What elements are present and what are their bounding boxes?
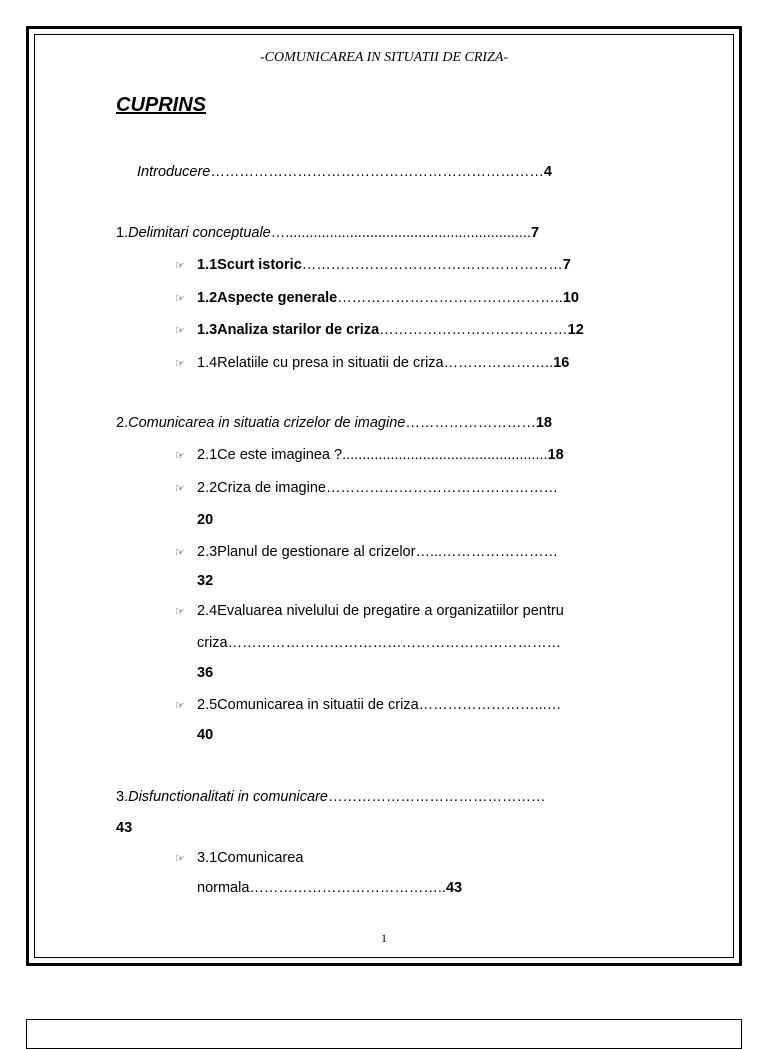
page-number: 1 — [381, 931, 387, 945]
page-ref: 7 — [562, 257, 571, 273]
toc-entry-1-4[interactable] — [175, 354, 569, 373]
toc-entry-2-4-continued — [197, 634, 561, 652]
pointing-hand-icon: ☞ — [175, 483, 185, 495]
chapter-number: 3. — [116, 789, 129, 805]
toc-entry-3-1-continued — [197, 879, 462, 897]
leader-dots: …………………………………………………………… — [227, 635, 562, 651]
entry-label: Comunicarea in situatia crizelor de imagine — [128, 415, 406, 431]
toc-entry-2-4[interactable] — [175, 602, 564, 621]
page-ref-2-5: 40 — [197, 727, 214, 743]
leader-dots: ………………….. — [443, 355, 554, 371]
entry-label: 2.3Planul de gestionare al crizelor — [197, 544, 416, 560]
toc-entry-chapter-3[interactable] — [116, 788, 545, 806]
leader-dots: ……………………… — [405, 415, 536, 431]
toc-entry-1-1[interactable] — [175, 256, 571, 275]
toc-entry-chapter-2[interactable] — [116, 414, 552, 432]
entry-label: 1.1Scurt istoric — [197, 257, 302, 273]
leader-dots: ……………………………………… — [327, 789, 546, 805]
toc-entry-introducere[interactable] — [137, 163, 552, 181]
pointing-hand-icon: ☞ — [175, 853, 185, 865]
toc-entry-1-3[interactable] — [175, 321, 584, 340]
entry-label: 2.1Ce este imaginea ? — [197, 447, 343, 463]
pointing-hand-icon: ☞ — [175, 547, 185, 559]
toc-entry-2-2[interactable] — [175, 479, 558, 498]
entry-label-continued: normala — [197, 880, 250, 896]
entry-label: 2.4Evaluarea nivelului de pregatire a organizatiilor pentru — [197, 603, 564, 619]
chapter-number: 1. — [116, 225, 129, 241]
pointing-hand-icon: ☞ — [175, 606, 185, 618]
page-ref-2-3: 32 — [197, 573, 214, 589]
leader-dots: ………………………………………… — [325, 480, 558, 496]
page-ref: 4 — [543, 164, 552, 180]
entry-label: Introducere — [137, 164, 211, 180]
toc-entry-chapter-1[interactable] — [116, 224, 539, 242]
running-header: -COMUNICAREA IN SITUATII DE CRIZA- — [259, 50, 509, 65]
leader-dots: ……………………………………………… — [301, 257, 563, 273]
entry-label: Delimitari conceptuale — [128, 225, 271, 241]
toc-entry-3-1[interactable] — [175, 849, 303, 868]
pointing-hand-icon: ☞ — [175, 358, 185, 370]
page-ref: 7 — [531, 225, 540, 241]
entry-label: 2.2Criza de imagine — [197, 480, 326, 496]
leader-dots: ………………………………….. — [249, 880, 446, 896]
pointing-hand-icon: ☞ — [175, 450, 185, 462]
page-ref: 16 — [553, 355, 570, 371]
toc-entry-2-5[interactable] — [175, 696, 561, 715]
page-ref: 43 — [445, 880, 463, 896]
leader-dots: …...…………………… — [415, 544, 559, 560]
leader-dots: ................................................... — [342, 447, 548, 463]
entry-label-continued: criza — [197, 635, 228, 651]
leader-dots: ……………………………………….. — [337, 290, 563, 306]
toc-entry-2-1[interactable] — [175, 446, 564, 465]
page-ref-2-4: 36 — [197, 665, 214, 681]
toc-entry-1-2[interactable] — [175, 289, 579, 308]
page-ref: 18 — [547, 447, 564, 463]
page-ref-2-2: 20 — [197, 512, 214, 528]
leader-dots: ………………………………… — [379, 322, 568, 338]
pointing-hand-icon: ☞ — [175, 700, 185, 712]
pointing-hand-icon: ☞ — [175, 260, 185, 272]
entry-label: Disfunctionalitati in comunicare — [128, 789, 328, 805]
entry-label: 1.3Analiza starilor de criza — [197, 322, 380, 338]
leader-dots: …............................................................. — [270, 225, 531, 241]
toc-entry-2-3[interactable] — [175, 543, 558, 562]
chapter-number: 2. — [116, 415, 129, 431]
page-ref: 10 — [562, 290, 579, 306]
pointing-hand-icon: ☞ — [175, 325, 185, 337]
pointing-hand-icon: ☞ — [175, 293, 185, 305]
entry-label: 1.2Aspecte generale — [197, 290, 338, 306]
page-ref: 18 — [535, 415, 552, 431]
entry-label: 2.5Comunicarea in situatii de criza — [197, 697, 419, 713]
leader-dots: ……………………...… — [418, 697, 562, 713]
entry-label: 1.4Relatiile cu presa in situatii de criza — [197, 355, 444, 371]
toc-title: CUPRINS — [116, 94, 207, 116]
page-ref-chapter-3: 43 — [116, 820, 133, 836]
leader-dots: …………………………………………………………… — [210, 164, 544, 180]
entry-label: 3.1Comunicarea — [197, 850, 304, 866]
page-ref: 12 — [567, 322, 584, 338]
